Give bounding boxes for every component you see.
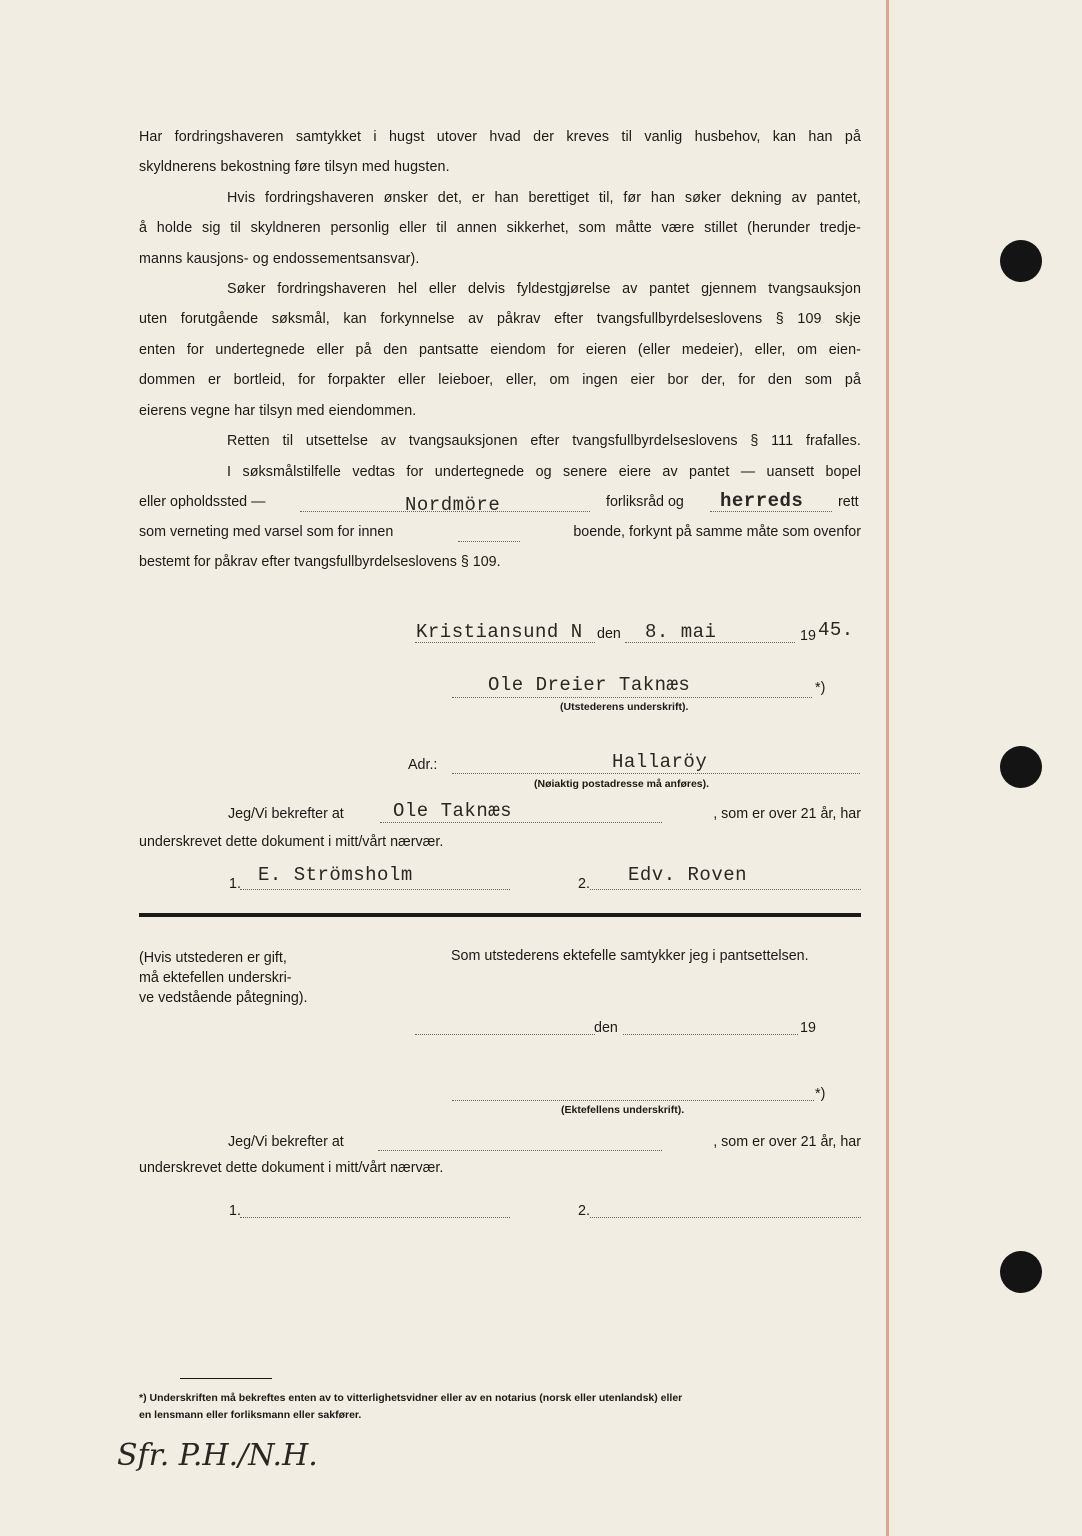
- text-line: skyldnerens bekostning føre tilsyn med hugsten.: [139, 159, 450, 176]
- den-label: den: [597, 626, 621, 642]
- witness-statement-prefix: Jeg/Vi bekrefter at: [228, 806, 344, 822]
- section-divider: [139, 913, 861, 917]
- witness2-2-label: 2.: [578, 1203, 590, 1219]
- witness-2-label: 2.: [578, 876, 590, 892]
- witness2-statement-prefix: Jeg/Vi bekrefter at: [228, 1134, 344, 1150]
- text-line: eierens vegne har tilsyn med eiendommen.: [139, 402, 417, 419]
- witness-statement-line2: underskrevet dette dokument i mitt/vårt nærvær.: [139, 834, 444, 850]
- punch-hole: [1000, 746, 1042, 788]
- paragraph-postponement: [139, 426, 861, 456]
- witness2-1-line: [240, 1217, 510, 1218]
- signing-date: 8. mai: [645, 621, 717, 643]
- spouse-caption: (Ektefellens underskrift).: [561, 1104, 685, 1116]
- witness-subject-name: Ole Taknæs: [393, 800, 513, 822]
- spouse-year-prefix: 19: [800, 1020, 816, 1036]
- text-line: Har fordringshaveren samtykket i hugst utover hvad der kreves til vanlig husbehov, kan han på: [139, 129, 861, 145]
- year-suffix: 45.: [818, 619, 854, 641]
- forliksrad-label: forliksråd og: [606, 494, 684, 510]
- venue-prefix: eller opholdssted —: [139, 494, 266, 510]
- spouse-signature-line: [452, 1100, 814, 1101]
- address-line: [452, 773, 860, 774]
- punch-hole: [1000, 240, 1042, 282]
- text-line: Søker fordringshaveren hel eller delvis fyldestgjørelse av pantet gjennem tvangsauksjon: [227, 281, 861, 297]
- spouse-note-line: må ektefellen underskri-: [139, 970, 292, 986]
- red-margin-line: [886, 0, 889, 1536]
- paragraph-personal-liability: [139, 183, 861, 274]
- signing-place: Kristiansund N: [416, 621, 583, 643]
- text-line: Retten til utsettelse av tvangsauksjonen efter tvangsfullbyrdelseslovens § 111 frafalles.: [227, 433, 861, 449]
- rett-label: rett: [838, 494, 859, 510]
- witness2-subject-line: [378, 1150, 662, 1151]
- witness-2-name: Edv. Roven: [628, 864, 748, 886]
- witness2-statement-suffix: , som er over 21 år, har: [713, 1134, 861, 1150]
- paragraph-auction: [139, 274, 861, 426]
- witness-1-line: [240, 889, 510, 890]
- witness-subject-line: [380, 822, 662, 823]
- court-district: Nordmöre: [405, 494, 501, 516]
- spouse-place-line: [415, 1034, 595, 1035]
- year-prefix: 19: [800, 628, 816, 644]
- issuer-signature-line: [452, 697, 812, 698]
- paragraph-venue: [139, 457, 861, 487]
- text-line: Hvis fordringshaveren ønsker det, er han berettiget til, før han søker dekning av pantet,: [227, 190, 861, 206]
- issuer-footnote-mark: *): [815, 680, 826, 696]
- venue-within-line: [458, 541, 520, 542]
- footnote-rule: [180, 1378, 272, 1379]
- witness2-statement-line2: underskrevet dette dokument i mitt/vårt nærvær.: [139, 1160, 444, 1176]
- spouse-note: [139, 948, 308, 1008]
- witness-1-label: 1.: [229, 876, 241, 892]
- text-line: manns kausjons- og endossementsansvar).: [139, 250, 420, 267]
- text-line: uten forutgående søksmål, kan forkynnelse av påkrav efter tvangsfullbyrdelseslovens § 109 skje: [139, 311, 861, 328]
- text-line: enten for undertegnede eller på den pantsatte eiendom for eieren (eller medeier), eller, om eien-: [139, 341, 861, 358]
- issuer-name: Ole Dreier Taknæs: [488, 674, 691, 696]
- footnote-line: *) Underskriften må bekreftes enten av to vitterlighetsvidner eller av en notarius (norsk eller utenlandsk) eller: [139, 1392, 683, 1404]
- punch-hole: [1000, 1251, 1042, 1293]
- text-line: å holde sig til skyldneren personlig eller til annen sikkerhet, som måtte være stillet (herunder tredje-: [139, 220, 861, 237]
- witness-2-line: [590, 889, 861, 890]
- address-caption: (Nøiaktig postadresse må anføres).: [534, 778, 710, 790]
- venue-line2-a: som verneting med varsel som for innen: [139, 524, 394, 540]
- address-value: Hallaröy: [612, 751, 708, 773]
- paragraph-hugst: [139, 122, 861, 183]
- venue-line3: bestemt for påkrav efter tvangsfullbyrdelseslovens § 109.: [139, 554, 501, 570]
- spouse-consent: Som utstederens ektefelle samtykker jeg i pantsettelsen.: [451, 948, 809, 964]
- spouse-footnote-mark: *): [815, 1086, 826, 1102]
- spouse-note-line: (Hvis utstederen er gift,: [139, 950, 287, 966]
- handwritten-margin-note: Sfr. P.H./N.H.: [117, 1438, 318, 1473]
- footnote-line: en lensmann eller forliksmann eller sakfører.: [139, 1409, 362, 1421]
- witness2-1-label: 1.: [229, 1203, 241, 1219]
- text-line: I søksmålstilfelle vedtas for undertegnede og senere eiere av pantet — uansett bopel: [227, 464, 861, 480]
- footnote: [139, 1390, 861, 1424]
- venue-line2-b: boende, forkynt på samme måte som ovenfor: [573, 524, 861, 540]
- text-line: dommen er bortleid, for forpakter eller leieboer, eller, om ingen eier bor der, for den som på: [139, 372, 861, 389]
- court-type: herreds: [720, 490, 804, 512]
- issuer-caption: (Utstederens underskrift).: [560, 701, 689, 713]
- spouse-date-line: [623, 1034, 798, 1035]
- witness2-2-line: [590, 1217, 861, 1218]
- spouse-den-label: den: [594, 1020, 618, 1036]
- address-label: Adr.:: [408, 757, 438, 773]
- witness-1-name: E. Strömsholm: [258, 864, 413, 886]
- witness-statement-suffix: , som er over 21 år, har: [713, 806, 861, 822]
- spouse-note-line: ve vedstående påtegning).: [139, 990, 308, 1006]
